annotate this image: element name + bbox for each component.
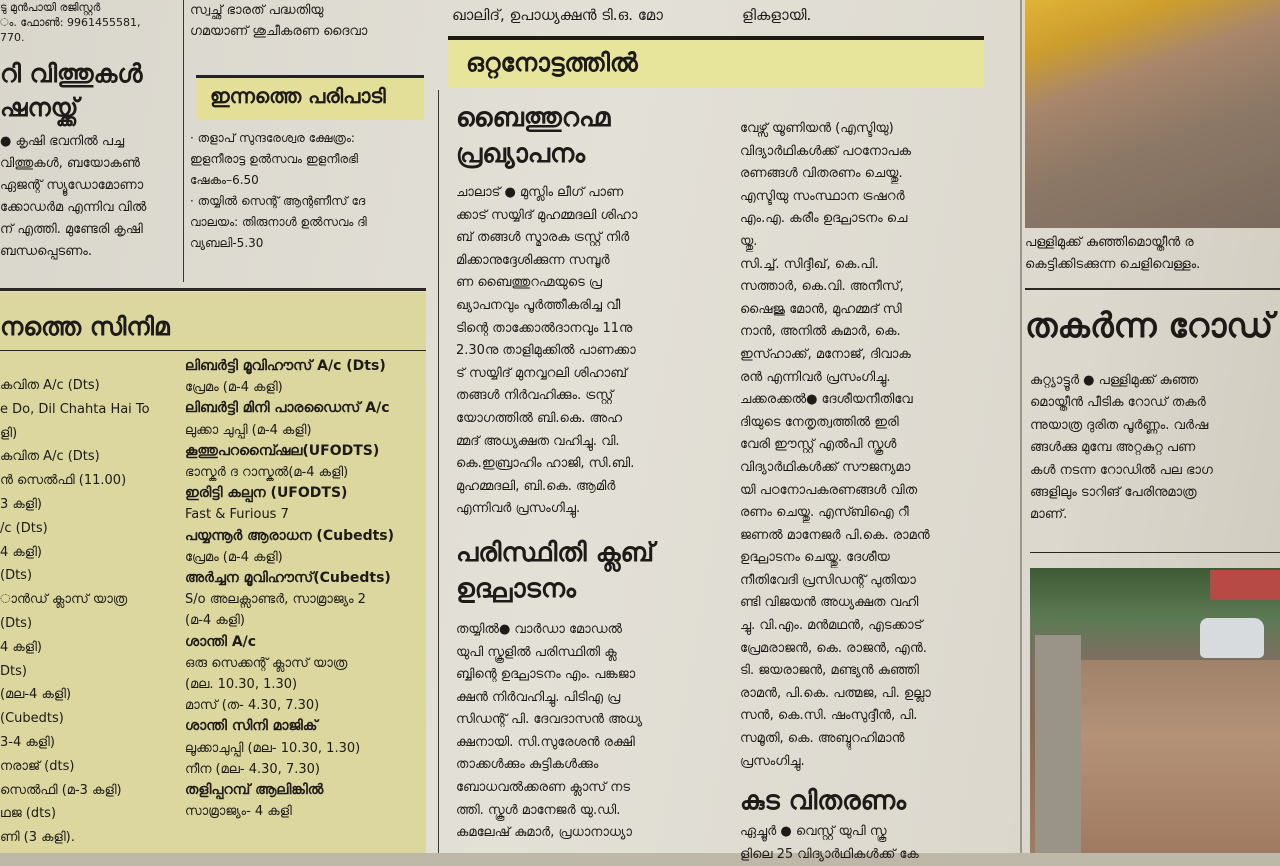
article-line: സിഡന്റ് പി. ദേവദാസൻ അധ്യ [456, 712, 643, 728]
theatre-name: പയ്യന്നൂർ ആരാധന (Cubedts) [185, 527, 395, 544]
cinema-listing: (Dts) [0, 568, 33, 584]
seeds-body-line: ● കൃഷി ഭവനിൽ പച്ച [0, 134, 125, 149]
programme-top-line: സ്വച്ഛ് ഭാരത് പദ്ധതിയു [190, 3, 324, 18]
cinema-listing: 4 കളി) [0, 639, 42, 655]
cinema-listing: /c (Dts) [0, 520, 48, 536]
article-line: താക്കൾക്കും കുട്ടികൾക്കും [456, 757, 599, 773]
left-top-column [0, 0, 182, 290]
showtime: മാസ് (ത- 4.30, 7.30) [185, 698, 320, 714]
article-headline: പരിസ്ഥിതി ക്ലബ് [456, 537, 655, 568]
article-headline: ഉദ്ഘാടനം [456, 573, 576, 604]
cinema-listing: e Do, Dil Chahta Hai To [0, 401, 150, 417]
article-line: ക്ഷൻ നിർവഹിച്ചു. പിടിഎ പ്ര [456, 689, 621, 705]
section-title: ഒറ്റനോട്ടത്തിൽ [466, 48, 638, 77]
seeds-headline-2: ഷനയ്ക്ക് [0, 93, 79, 122]
cinema-listing: 4 കളി) [0, 544, 42, 560]
article-line: ബ് തങ്ങൾ സ്മാരക ട്രസ്റ്റ് നിർ [456, 230, 630, 246]
article-line: ചക്കരക്കൽ● ദേശീയനീതിവേ [740, 392, 913, 408]
article-line: ഏച്ചൂർ ● വെസ്റ്റ് യുപി സ്കൂ [740, 824, 887, 840]
story-top-rule [1025, 288, 1280, 290]
article-line: ഉദ്ഘാടനം ചെയ്തു. ദേശീയ [740, 550, 890, 566]
article-line: ട് സയ്യിദ് മുനവ്വറലി ശിഹാബ് [456, 365, 628, 381]
theatre-name: അർച്ചന മൂവിഹൗസ്(Cubedts) [185, 570, 391, 587]
cinema-top-rule [0, 288, 426, 291]
theatre-name: ലിബർട്ടി മിനി പാരഡൈസ് A/c [185, 400, 390, 417]
seeds-headline-1: റി വിത്തുകൾ [0, 59, 143, 88]
article-line: ചാലാട് ● മുസ്ലിം ലീഗ് പാണ [456, 185, 624, 200]
article-line: ബോധവൽക്കരണ ക്ലാസ് നട [456, 780, 631, 796]
article-line: തങ്ങൾ നിർവഹിക്കും. ട്രസ്റ്റ് [456, 388, 614, 404]
article-line: നാൻ, അനിൽ കുമാർ, കെ. [740, 324, 901, 340]
article-line: തയ്യിൽ● വാർഡാ മോഡൽ [456, 621, 622, 637]
article-line: രൻ എന്നിവർ പ്രസംഗിച്ചു. [740, 369, 891, 385]
showtime: Fast & Furious 7 [185, 507, 289, 523]
article-line: സി.ച്ച്. സിദ്ദീഖ്, കെ.പി. [740, 256, 879, 272]
article-line: മൊയ്തീൻ പീടിക റോഡ് തകർ [1030, 395, 1206, 411]
showtime: (മ-4 കളി) [185, 613, 245, 629]
showtime: ലൂക്കാചുപ്പി (മല- 10.30, 1.30) [185, 740, 361, 756]
programme-column [190, 0, 426, 285]
phone-line: ം. ഫോൺ: 9961455581, [0, 16, 141, 29]
article-line: നീതിവേദി പ്രസിഡന്റ് പുതിയാ [740, 572, 916, 588]
article-line: കെ.ഇബ്രാഹിം ഹാജി, സി.ബി. [456, 456, 635, 472]
programme-item: ഇളനീരാട്ട ഉൽസവം ഇളനീരഭി [190, 152, 358, 166]
showtime: നീന (മല- 4.30, 7.30) [185, 761, 320, 777]
programme-top-line: ഗമയാണ് ശുചീകരണ ദൈവാ [190, 24, 368, 39]
article-line: വേരി ഈസ്റ്റ് എൽപി സ്കൂൾ [740, 437, 897, 453]
article-line: കൾ നടന്ന റോഡിൽ പല ഭാഗ [1030, 462, 1213, 478]
cinema-right-list [185, 356, 425, 853]
cinema-listing: ളി) [0, 425, 18, 441]
article-line: പ്രസംഗിച്ചു. [740, 753, 805, 769]
cinema-title: നത്തെ സിനിമ [0, 312, 170, 341]
cinema-listing: (മല-4 കളി) [0, 687, 72, 703]
cinema-listing: Dts) [0, 663, 27, 679]
column-a [456, 100, 731, 853]
caption-line: പള്ളിമുക്ക് കുഞ്ഞിമൊയ്തീൻ ര [1025, 235, 1194, 250]
photo-wall [1035, 635, 1081, 853]
cinema-listing: ൻ സെൽഫി (11.00) [0, 473, 127, 489]
article-line: കുറ്റ്യാട്ടൂർ ● പള്ളിമുക്ക് കുഞ്ഞ [1030, 373, 1198, 388]
article-line: മാണ്. [1030, 507, 1068, 523]
column-divider [438, 90, 439, 853]
article-line: രാമൻ, പി.കെ. പത്മജ, പി. ഉല്ലാ [740, 685, 931, 701]
article-line: ഷൈജു മോൻ, മുഹമ്മദ് സി [740, 301, 902, 317]
article-line: മുഹമ്മദലി, ബി.കെ. ആമിർ [456, 478, 616, 494]
article-line: ജണൽ മാനേജർ പി.കെ. രാമൻ [740, 527, 930, 543]
showtime: ലുക്കാ ചുപ്പി (മ-4 കളി) [185, 422, 312, 438]
programme-item: വാലയം: തിരുനാൾ ഉൽസവം ദി [190, 215, 367, 229]
article-line: ത്തി. സ്കൂൾ മാനേജർ യു.ഡി. [456, 802, 621, 818]
showtime: ഒരു സെക്കന്റ് ക്ലാസ് യാത്ര [185, 655, 348, 671]
article-line: ളിലെ 25 വിദ്യാർഥികൾക്ക് കേ [740, 846, 919, 862]
mud-road-photo [1025, 0, 1280, 228]
article-line: യോഗത്തിൽ ബി.കെ. അഹ [456, 410, 623, 426]
cinema-listing: (Cubedts) [0, 711, 64, 727]
article-line: എന്നിവർ പ്രസംഗിച്ചു. [456, 501, 581, 517]
showtime: (മല. 10.30, 1.30) [185, 677, 298, 693]
photo-roof [1210, 570, 1280, 600]
article-line: ന്നുയാത്ര ദുരിത പൂർണ്ണം. വർഷ [1030, 417, 1209, 433]
article-headline: ബൈത്തുറഹ്മ [456, 103, 611, 133]
showtime: ഭാസ്കർ ദ റാസ്കൽ(മ-4 കളി) [185, 465, 349, 481]
cinema-listing: 3 കളി) [0, 496, 42, 512]
theatre-name: കൂത്തുപറമ്പ്ഷൈല(UFODTS) [185, 442, 380, 459]
article-line: ങ്ങളിലും ടാറിങ് പേരിനുമാത്ര [1030, 485, 1197, 501]
article-line: വേഴ്സ് യൂണിയൻ (എസ്ടിയു) [740, 121, 894, 136]
theatre-name: ലിബർട്ടി മൂവിഹൗസ് A/c (Dts) [185, 358, 386, 374]
programme-item: വ്യബലി-5.30 [190, 236, 264, 250]
article-line: ബ്ബിന്റെ ഉദ്ഘാടനം എം. പങ്കജാ [456, 667, 636, 683]
showtime: പ്രേമം (മ-4 കളി) [185, 549, 283, 565]
cinema-listing: കവിത A/c (Dts) [0, 449, 100, 465]
article-headline: കുട വിതരണം [740, 786, 907, 817]
seeds-body-line: ന് എത്തി. മുണ്ടേരി കൃഷി [0, 222, 143, 237]
photo-water [1080, 660, 1280, 853]
cinema-listing: ണി (3 കളി). [0, 830, 75, 846]
article-line: ടിന്റെ താക്കോൽദാനവും 11നു [456, 320, 633, 336]
article-line: ക്ഷനായി. സി.സുരേശൻ രക്ഷി [456, 734, 635, 750]
article-line: ഖ്യാപനവും പൂർത്തീകരിച്ച വീ [456, 297, 621, 313]
story-bottom-rule [1030, 552, 1280, 553]
cinema-listing: (Dts) [0, 615, 33, 631]
cinema-listing: നരാജ് (dts) [0, 758, 75, 774]
photo-car [1200, 618, 1264, 658]
programme-item: ഷേകം–6.50 [190, 173, 259, 187]
theatre-name: തളിപ്പറമ്പ് ആലിങ്കിൽ [185, 782, 324, 799]
registration-line-1: ടു മുൻപായി രജിസ്റ്റർ [0, 1, 101, 14]
article-line: മ്മദ് അധ്യക്ഷത വഹിച്ചു. വി. [456, 433, 620, 449]
page-edge [1020, 0, 1022, 853]
article-line: യുപി സ്കൂളിൽ പരിസ്ഥിതി ക്ല [456, 644, 617, 660]
article-line: ഇസ്ഹാക്ക്, മനോജ്, ദിവാക [740, 346, 911, 362]
seeds-body-line: ബന്ധപ്പെടണം. [0, 244, 92, 259]
column-b [740, 118, 1018, 862]
seeds-body-line: ഏജന്റ് സ്യൂഡോമോണാ [0, 178, 144, 193]
article-line: എസ്ടിയു സംസ്ഥാന ട്രഷറർ [740, 188, 905, 204]
article-line: യി പഠനോപകരണങ്ങൾ വിത [740, 482, 918, 498]
cinema-left-list [0, 374, 170, 853]
article-line: കമലേഷ് കുമാർ, പ്രധാനാധ്യാ [456, 825, 632, 841]
theatre-name: ഇരിട്ടി കല്പന (UFODTS) [185, 485, 348, 502]
theatre-name: ശാന്തി A/c [185, 633, 257, 650]
showtime: പ്രേമം (മ-4 കളി) [185, 380, 283, 396]
programme-title: ഇന്നത്തെ പരിപാടി [210, 84, 386, 108]
article-line: യ്തു. [740, 233, 758, 249]
column-divider [183, 0, 184, 282]
article-line: ദിയുടെ നേതൃത്വത്തിൽ ഇരി [740, 414, 899, 430]
seeds-body-line: വിത്തുകൾ, ബയോകൺ [0, 156, 140, 171]
cinema-listing: 3-4 കളി) [0, 734, 55, 750]
cinema-listing: ാൻഡ് ക്ലാസ് യാത്ര [0, 592, 128, 608]
article-line: രണങ്ങൾ വിതരണം ചെയ്തു. [740, 166, 903, 182]
article-line: സൻ, കെ.സി. ഷംസുദ്ദീൻ, പി. [740, 708, 918, 724]
article-line: സമൂതി, കെ. അബ്ദുറഹിമാൻ [740, 731, 905, 747]
showtime: S/o അലക്സാണ്ടർ, സാമ്രാജ്യം 2 [185, 592, 366, 608]
programme-item: · തയ്യിൽ സെന്റ് ആന്റണീസ് ദേ [190, 194, 366, 208]
cinema-title-rule [0, 350, 426, 351]
cinema-listing: സെൽഫി (മ-3 കളി) [0, 782, 122, 798]
showtime: സാമ്രാജ്യം- 4 കളി [185, 804, 292, 820]
article-line: മിക്കാനുദ്ദേശിക്കുന്ന സമ്പൂർ [456, 252, 610, 268]
article-line: എം.എ. കരീം ഉദ്ഘാടനം ചെ [740, 211, 908, 227]
road-story [1030, 370, 1280, 565]
article-line: 2.30നു താളിമുക്കിൽ പാണക്കാ [456, 343, 636, 359]
article-line: വിദ്യാർഥികൾക്ക് സൗജന്യമാ [740, 459, 911, 475]
road-headline: തകർന്ന റോഡ് [1025, 306, 1274, 346]
article-line: ക്കാട് സയ്യിദ് മുഹമ്മദലി ശിഹാ [456, 207, 638, 223]
article-line: ണ്ടി വിജയൻ അധ്യക്ഷത വഹി [740, 595, 919, 611]
cinema-listing: കവിത A/c (Dts) [0, 378, 100, 393]
article-headline: പ്രഖ്യാപനം [456, 139, 586, 169]
article-line: സത്താർ, കെ.വി. അനീസ്, [740, 279, 904, 295]
theatre-name: ശാന്തി സിനി മാജിക് [185, 718, 318, 735]
registration-line-3: 770. [0, 31, 25, 44]
top-center-line: ളികളായി. [742, 6, 812, 24]
article-line: ങ്ങൾക്കു മുമ്പേ അറ്റകുറ്റ പണ [1030, 440, 1196, 456]
article-line: ണ ബൈത്തുറഹ്മയുടെ പ്ര [456, 275, 603, 291]
top-center-line: ഖാലിദ്, ഉപാധ്യക്ഷൻ ടി.ഒ. മോ [452, 6, 663, 24]
seeds-body-line: ക്കോഡർമ എന്നിവ വിൽ [0, 200, 147, 215]
article-line: പ്രേമരാജൻ, കെ. രാജൻ, എൻ. [740, 640, 927, 656]
article-line: ച്ചു. വി.എം. മൻമഥൻ, എടക്കാട് [740, 618, 923, 634]
article-line: രണം ചെയ്തു. എസ്ബിഐ റീ [740, 505, 909, 521]
photo-caption [1025, 232, 1280, 278]
caption-line: കെട്ടിക്കിടക്കുന്ന ചെളിവെള്ളം. [1025, 257, 1201, 272]
article-line: വിദ്യാർഥികൾക്ക് പഠനോപക [740, 143, 912, 159]
cinema-listing: ഥജ (dts) [0, 806, 57, 822]
programme-item: · തളാപ് സുന്ദരേശ്വര ക്ഷേത്രം: [190, 131, 355, 145]
article-line: ടി. ജയരാജൻ, മണ്ട്യൻ കുഞ്ഞി [740, 663, 919, 679]
